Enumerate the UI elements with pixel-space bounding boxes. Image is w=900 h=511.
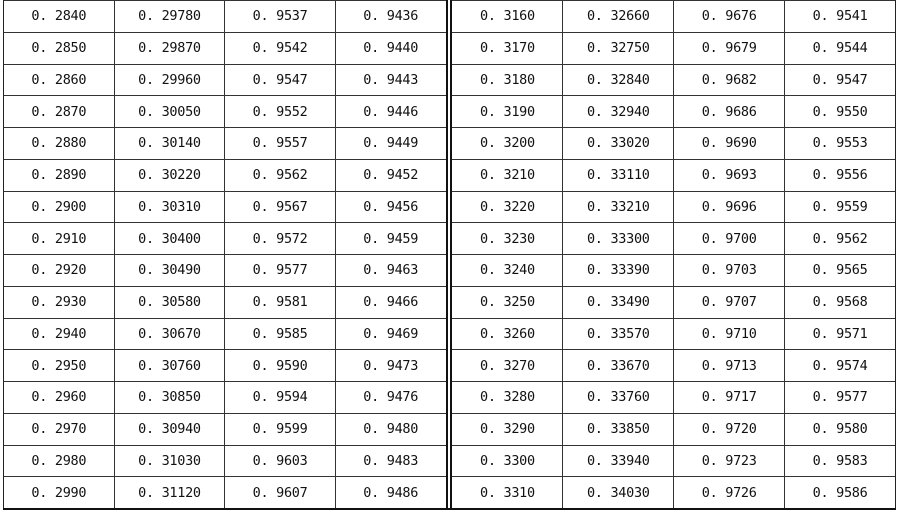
table-cell: 0. 9452 xyxy=(335,160,446,191)
table-row xyxy=(4,254,446,286)
table-row xyxy=(4,381,446,413)
table-cell: 0. 9476 xyxy=(335,382,446,413)
table-cell: 0. 9574 xyxy=(784,350,895,381)
table-cell: 0. 9552 xyxy=(224,96,335,127)
table-cell: 0. 9581 xyxy=(224,287,335,318)
table-row xyxy=(452,159,895,191)
table-cell: 0. 3160 xyxy=(480,8,535,25)
table-row xyxy=(4,191,446,223)
table-cell: 0. 9726 xyxy=(673,477,784,508)
table-row xyxy=(452,254,895,286)
table-row xyxy=(4,32,446,64)
table-cell: 0. 33300 xyxy=(562,223,673,254)
table-cell: 0. 9693 xyxy=(673,160,784,191)
table-row xyxy=(4,476,446,508)
table-cell: 0. 2920 xyxy=(31,262,87,279)
table-row xyxy=(452,445,895,477)
table-cell: 0. 9583 xyxy=(784,446,895,477)
table-row xyxy=(4,95,446,127)
table-row xyxy=(4,0,446,32)
table-cell: 0. 9577 xyxy=(224,255,335,286)
table-cell: 0. 9599 xyxy=(224,414,335,445)
table-cell: 0. 9713 xyxy=(673,350,784,381)
table-cell: 0. 3200 xyxy=(480,135,535,152)
table-cell: 0. 34030 xyxy=(562,477,673,508)
table-cell: 0. 9565 xyxy=(784,255,895,286)
table-cell: 0. 9679 xyxy=(673,33,784,64)
table-row xyxy=(4,286,446,318)
table-row xyxy=(452,95,895,127)
table-cell: 0. 9459 xyxy=(335,223,446,254)
table-cell: 0. 9562 xyxy=(224,160,335,191)
table-cell: 0. 9547 xyxy=(784,65,895,96)
table-cell: 0. 2850 xyxy=(31,40,87,57)
table-cell: 0. 33760 xyxy=(562,382,673,413)
table-cell: 0. 2980 xyxy=(31,452,87,469)
table-cell: 0. 9603 xyxy=(224,446,335,477)
table-cell: 0. 9559 xyxy=(784,192,895,223)
table-row xyxy=(452,222,895,254)
table-cell: 0. 30050 xyxy=(114,96,225,127)
table-cell: 0. 33670 xyxy=(562,350,673,381)
table-cell: 0. 9436 xyxy=(335,1,446,32)
table-cell: 0. 3250 xyxy=(480,294,535,311)
table-row xyxy=(452,476,895,508)
table-row xyxy=(452,191,895,223)
table-cell: 0. 30140 xyxy=(114,128,225,159)
table-cell: 0. 31120 xyxy=(114,477,225,508)
table-cell: 0. 2960 xyxy=(31,389,87,406)
table-cell: 0. 3210 xyxy=(480,167,535,184)
table-cell: 0. 9580 xyxy=(784,414,895,445)
table-cell: 0. 33570 xyxy=(562,319,673,350)
table-cell: 0. 9556 xyxy=(784,160,895,191)
table-row xyxy=(452,286,895,318)
table-cell: 0. 9696 xyxy=(673,192,784,223)
table-cell: 0. 30760 xyxy=(114,350,225,381)
right-table-panel xyxy=(450,0,896,508)
table-cell: 0. 9682 xyxy=(673,65,784,96)
table-cell: 0. 9710 xyxy=(673,319,784,350)
table-cell: 0. 33210 xyxy=(562,192,673,223)
table-cell: 0. 9720 xyxy=(673,414,784,445)
table-cell: 0. 9690 xyxy=(673,128,784,159)
table-cell: 0. 3230 xyxy=(480,230,535,247)
table-cell: 0. 9483 xyxy=(335,446,446,477)
table-cell: 0. 9541 xyxy=(784,1,895,32)
table-cell: 0. 3260 xyxy=(480,325,535,342)
table-cell: 0. 29870 xyxy=(114,33,225,64)
table-cell: 0. 33490 xyxy=(562,287,673,318)
table-row xyxy=(4,318,446,350)
table-cell: 0. 2970 xyxy=(31,421,87,438)
table-cell: 0. 9717 xyxy=(673,382,784,413)
table-cell: 0. 9443 xyxy=(335,65,446,96)
table-cell: 0. 2930 xyxy=(31,294,87,311)
table-cell: 0. 30310 xyxy=(114,192,225,223)
table-cell: 0. 9571 xyxy=(784,319,895,350)
table-cell: 0. 9550 xyxy=(784,96,895,127)
table-cell: 0. 3220 xyxy=(480,198,535,215)
table-cell: 0. 9567 xyxy=(224,192,335,223)
table-row xyxy=(452,349,895,381)
left-table-panel xyxy=(3,0,448,508)
table-cell: 0. 9480 xyxy=(335,414,446,445)
table-cell: 0. 30400 xyxy=(114,223,225,254)
table-cell: 0. 32940 xyxy=(562,96,673,127)
table-row xyxy=(4,127,446,159)
table-cell: 0. 9440 xyxy=(335,33,446,64)
table-cell: 0. 9607 xyxy=(224,477,335,508)
data-table xyxy=(3,0,896,510)
table-cell: 0. 9594 xyxy=(224,382,335,413)
table-cell: 0. 9463 xyxy=(335,255,446,286)
table-row xyxy=(4,159,446,191)
table-cell: 0. 9449 xyxy=(335,128,446,159)
table-row xyxy=(452,0,895,32)
table-cell: 0. 2860 xyxy=(31,71,87,88)
table-cell: 0. 9707 xyxy=(673,287,784,318)
table-cell: 0. 33020 xyxy=(562,128,673,159)
table-cell: 0. 9572 xyxy=(224,223,335,254)
table-row xyxy=(452,381,895,413)
table-cell: 0. 9723 xyxy=(673,446,784,477)
table-cell: 0. 33390 xyxy=(562,255,673,286)
table-cell: 0. 30850 xyxy=(114,382,225,413)
table-cell: 0. 33850 xyxy=(562,414,673,445)
table-cell: 0. 30580 xyxy=(114,287,225,318)
table-cell: 0. 3310 xyxy=(480,484,535,501)
table-cell: 0. 2900 xyxy=(31,198,87,215)
table-cell: 0. 9473 xyxy=(335,350,446,381)
table-cell: 0. 2880 xyxy=(31,135,87,152)
table-cell: 0. 9686 xyxy=(673,96,784,127)
table-row xyxy=(452,127,895,159)
table-cell: 0. 2990 xyxy=(31,484,87,501)
table-cell: 0. 2950 xyxy=(31,357,87,374)
table-cell: 0. 9676 xyxy=(673,1,784,32)
table-cell: 0. 9542 xyxy=(224,33,335,64)
table-row xyxy=(452,64,895,96)
table-cell: 0. 29780 xyxy=(114,1,225,32)
table-cell: 0. 30670 xyxy=(114,319,225,350)
table-cell: 0. 9700 xyxy=(673,223,784,254)
table-cell: 0. 3180 xyxy=(480,71,535,88)
table-cell: 0. 32660 xyxy=(562,1,673,32)
table-cell: 0. 2840 xyxy=(31,8,87,25)
table-cell: 0. 3190 xyxy=(480,103,535,120)
table-cell: 0. 2870 xyxy=(31,103,87,120)
table-cell: 0. 3240 xyxy=(480,262,535,279)
table-cell: 0. 9703 xyxy=(673,255,784,286)
table-row xyxy=(4,222,446,254)
table-cell: 0. 9456 xyxy=(335,192,446,223)
table-cell: 0. 9466 xyxy=(335,287,446,318)
table-row xyxy=(4,445,446,477)
table-cell: 0. 30940 xyxy=(114,414,225,445)
table-row xyxy=(4,64,446,96)
table-cell: 0. 32840 xyxy=(562,65,673,96)
table-cell: 0. 30490 xyxy=(114,255,225,286)
table-cell: 0. 9585 xyxy=(224,319,335,350)
table-cell: 0. 9547 xyxy=(224,65,335,96)
table-cell: 0. 9568 xyxy=(784,287,895,318)
table-cell: 0. 31030 xyxy=(114,446,225,477)
table-cell: 0. 29960 xyxy=(114,65,225,96)
table-cell: 0. 9544 xyxy=(784,33,895,64)
table-row xyxy=(452,413,895,445)
table-cell: 0. 9537 xyxy=(224,1,335,32)
table-row xyxy=(452,32,895,64)
table-cell: 0. 9562 xyxy=(784,223,895,254)
table-cell: 0. 9553 xyxy=(784,128,895,159)
table-cell: 0. 30220 xyxy=(114,160,225,191)
table-cell: 0. 9586 xyxy=(784,477,895,508)
table-cell: 0. 2910 xyxy=(31,230,87,247)
table-cell: 0. 3170 xyxy=(480,40,535,57)
table-row xyxy=(452,318,895,350)
table-cell: 0. 3300 xyxy=(480,452,535,469)
table-cell: 0. 9590 xyxy=(224,350,335,381)
table-cell: 0. 3270 xyxy=(480,357,535,374)
table-cell: 0. 9446 xyxy=(335,96,446,127)
table-cell: 0. 9469 xyxy=(335,319,446,350)
table-cell: 0. 3280 xyxy=(480,389,535,406)
table-cell: 0. 32750 xyxy=(562,33,673,64)
table-row xyxy=(4,413,446,445)
table-cell: 0. 33940 xyxy=(562,446,673,477)
table-cell: 0. 33110 xyxy=(562,160,673,191)
table-cell: 0. 9577 xyxy=(784,382,895,413)
table-row xyxy=(4,349,446,381)
table-cell: 0. 2890 xyxy=(31,167,87,184)
table-cell: 0. 2940 xyxy=(31,325,87,342)
table-cell: 0. 9486 xyxy=(335,477,446,508)
table-cell: 0. 9557 xyxy=(224,128,335,159)
table-cell: 0. 3290 xyxy=(480,421,535,438)
